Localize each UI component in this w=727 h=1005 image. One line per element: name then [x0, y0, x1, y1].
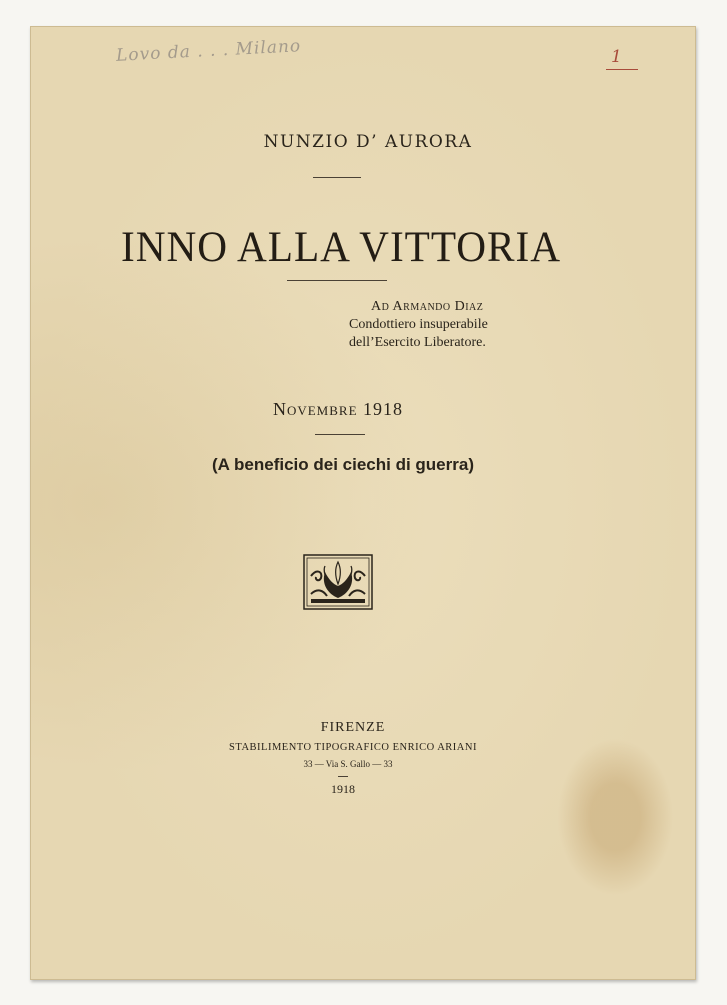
benefit-note: (A beneficio dei ciechi di guerra)	[212, 455, 474, 474]
imprint-printer: STABILIMENTO TIPOGRAFICO ENRICO ARIANI	[229, 742, 477, 753]
document-title: INNO ALLA VITTORIA	[120, 224, 562, 271]
author-rule	[313, 177, 361, 178]
dedication-line-3: dell’Esercito Liberatore.	[349, 335, 486, 350]
handwritten-note: Lovo da . . . Milano	[115, 36, 302, 66]
imprint-year: 1918	[331, 782, 355, 796]
dedication-line-2: Condottiero insuperabile	[349, 317, 488, 332]
imprint-rule	[338, 776, 348, 777]
date-rule	[315, 434, 365, 435]
imprint-address: 33 — Via S. Gallo — 33	[303, 759, 393, 769]
author-name: NUNZIO D’ AURORA	[263, 132, 473, 152]
pamphlet-page	[30, 26, 696, 980]
dedication-line-1: Ad Armando Diaz	[371, 299, 484, 314]
date-line: Novembre 1918	[272, 399, 404, 419]
page-number: 1	[611, 47, 622, 67]
page-number-underline	[606, 69, 638, 70]
dedication	[349, 298, 488, 352]
title-rule	[287, 280, 387, 281]
palmette-ornament-icon	[303, 554, 373, 610]
imprint-city: FIRENZE	[320, 720, 386, 735]
